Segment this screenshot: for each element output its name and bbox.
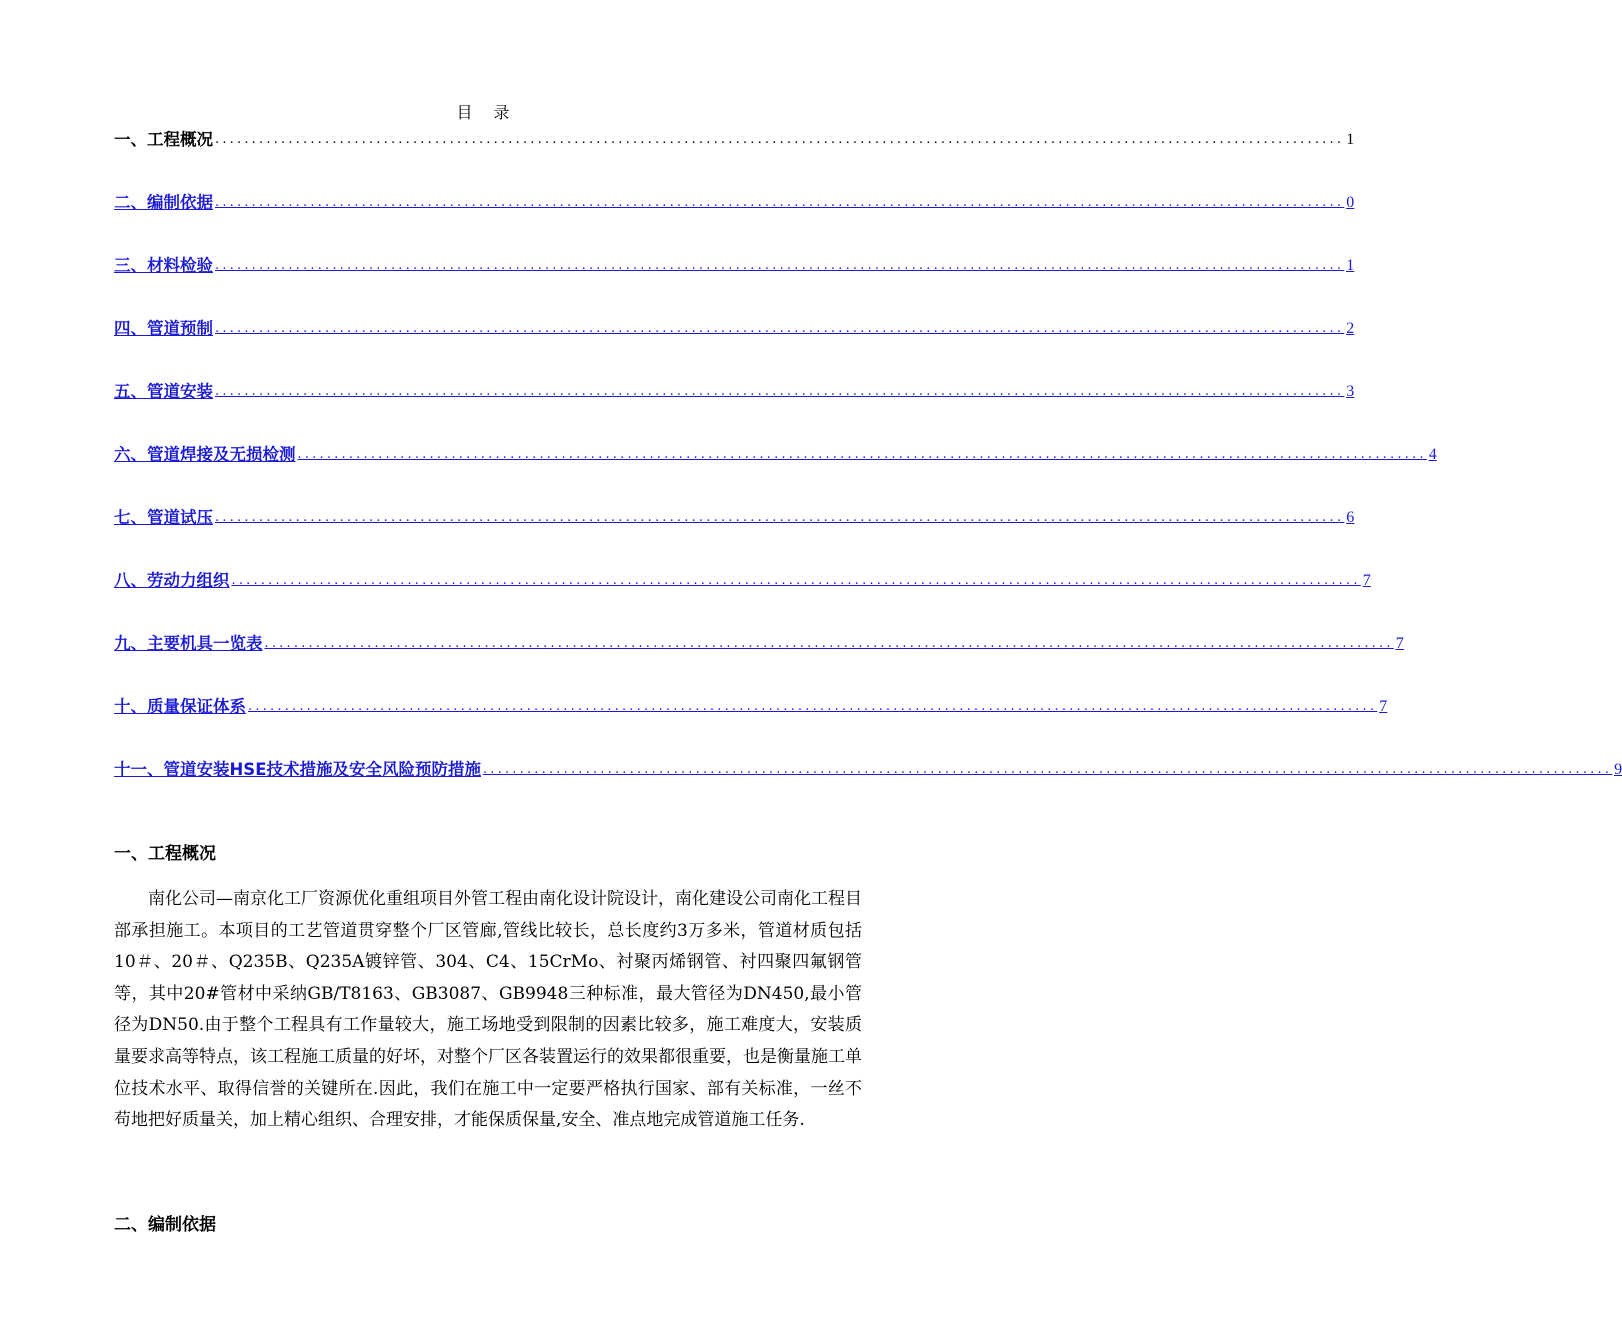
toc-entry-3[interactable] bbox=[114, 253, 1355, 277]
toc-entry-6[interactable] bbox=[114, 442, 1437, 466]
toc-entry-7[interactable] bbox=[114, 505, 1355, 529]
toc-entry-label: 三、材料检验 bbox=[114, 256, 213, 275]
toc-entry-10[interactable] bbox=[114, 694, 1388, 718]
toc-page-number: 3 bbox=[1346, 383, 1355, 400]
overview-paragraph: 南化公司—南京化工厂资源优化重组项目外管工程由南化设计院设计，南化建设公司南化工程目部承担施工。本项目的工艺管道贯穿整个厂区管廊,管线比较长，总长度约3万多米，管道材质包括10＃、20＃、Q235B、Q235A镀锌管、304、C4、15CrMo、衬聚丙烯钢管、衬四聚四氟钢管等，其中20#管材中采纳GB/T8163、GB3087、GB9948三种标准，最大管径为DN450,最小管径为DN50.由于整个工程具有工作量较大，施工场地受到限制的因素比较多，施工难度大，安装质量要求高等特点，该工程施工质量的好坏，对整个厂区各装置运行的效果都很重要，也是衡量施工单位技术水平、取得信誉的关键所在.因此，我们在施工中一定要严格执行国家、部有关标准，一丝不苟地把好质量关，加上精心组织、合理安排，才能保质保量,安全、准点地完成管道施工任务. bbox=[114, 889, 862, 1131]
section-heading-overview: 一、工程概况 bbox=[114, 844, 216, 864]
toc-page-number: 7 bbox=[1362, 572, 1371, 589]
toc-page-number: 2 bbox=[1346, 320, 1355, 337]
toc-leader: .......................................................................................................................................................... bbox=[264, 636, 1394, 651]
toc-entry-5[interactable] bbox=[114, 379, 1355, 403]
toc-entry-9[interactable] bbox=[114, 631, 1404, 655]
toc-page-number: 6 bbox=[1346, 509, 1355, 526]
toc-page-number: 1 bbox=[1346, 257, 1355, 274]
toc-leader: .......................................................................................................................................................... bbox=[215, 132, 1345, 147]
toc-entry-8[interactable] bbox=[114, 568, 1371, 592]
toc-page-number: 7 bbox=[1379, 698, 1388, 715]
toc-leader: .......................................................................................................................................................... bbox=[215, 384, 1345, 399]
toc-entry-label: 七、管道试压 bbox=[114, 508, 213, 527]
toc-leader: .......................................................................................................................................................... bbox=[215, 258, 1345, 273]
toc-entry-2[interactable] bbox=[114, 190, 1355, 214]
toc-page-number: 0 bbox=[1346, 194, 1355, 211]
toc-entry-11[interactable] bbox=[114, 757, 1622, 781]
toc-leader: .......................................................................................................................................................... bbox=[231, 573, 1361, 588]
toc-page-number: 9 bbox=[1614, 761, 1622, 778]
toc-page-number: 1 bbox=[1346, 131, 1355, 148]
toc-title: 目 录 bbox=[456, 103, 518, 122]
toc-entry-label: 八、劳动力组织 bbox=[114, 571, 230, 590]
toc-entry-label: 十、质量保证体系 bbox=[114, 697, 246, 716]
toc-entry-4[interactable] bbox=[114, 316, 1355, 340]
toc-entry-label: 十一、管道安装HSE技术措施及安全风险预防措施 bbox=[114, 760, 481, 779]
toc-entry-label: 二、编制依据 bbox=[114, 193, 213, 212]
toc-entry-label: 一、工程概况 bbox=[114, 130, 213, 149]
toc-entry-label: 五、管道安装 bbox=[114, 382, 213, 401]
toc-leader: .......................................................................................................................................................... bbox=[248, 699, 1378, 714]
toc-leader: .......................................................................................................................................................... bbox=[215, 321, 1345, 336]
section-heading-basis: 二、编制依据 bbox=[114, 1215, 216, 1235]
toc-page-number: 4 bbox=[1428, 446, 1437, 463]
toc-page-number: 7 bbox=[1395, 635, 1404, 652]
toc-entry-label: 六、管道焊接及无损检测 bbox=[114, 445, 296, 464]
toc-entry-label: 四、管道预制 bbox=[114, 319, 213, 338]
toc-entry-1[interactable] bbox=[114, 127, 1355, 151]
toc-entry-label: 九、主要机具一览表 bbox=[114, 634, 263, 653]
toc-leader: .......................................................................................................................................................... bbox=[215, 195, 1345, 210]
toc-leader: .......................................................................................................................................................... bbox=[215, 510, 1345, 525]
toc-leader: .......................................................................................................................................................... bbox=[482, 762, 1613, 777]
toc-leader: .......................................................................................................................................................... bbox=[297, 447, 1427, 462]
